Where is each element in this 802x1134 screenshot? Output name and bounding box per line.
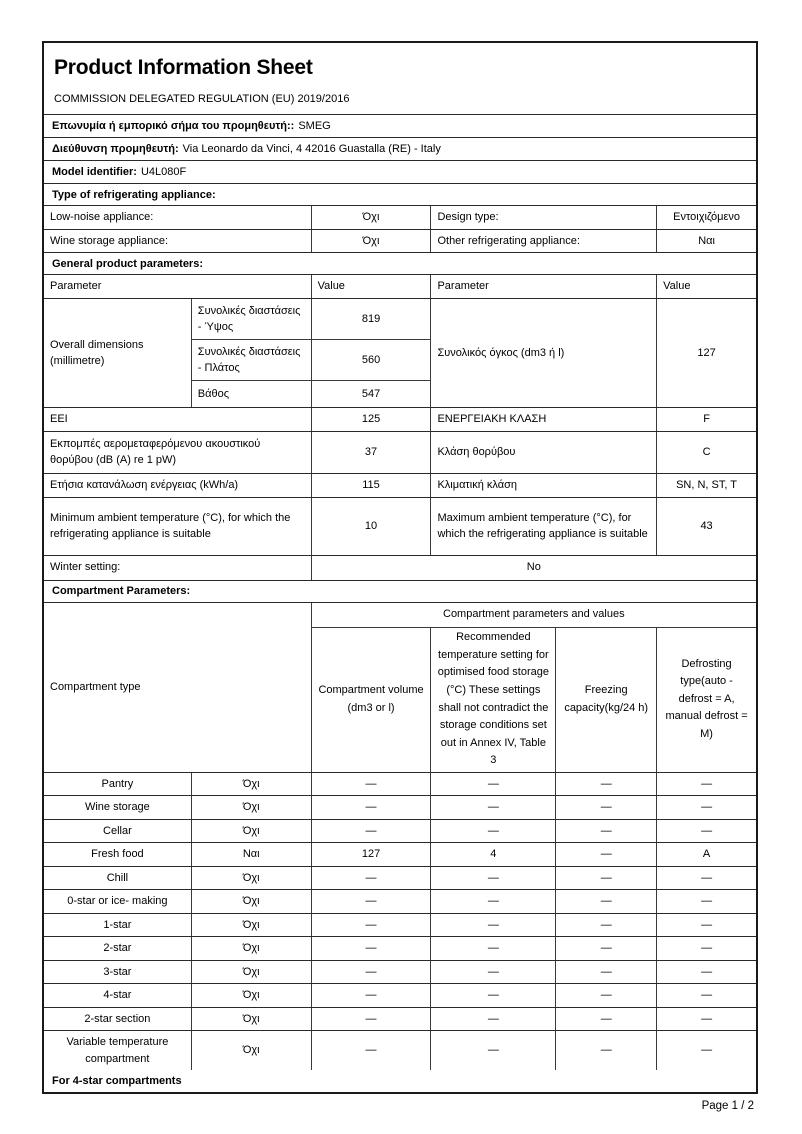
dimension-name: Βάθος (192, 381, 312, 407)
param-label: Κλιματική κλάση (431, 474, 657, 497)
model-identifier-row (44, 161, 756, 184)
compartment-value-cell: — (701, 871, 713, 884)
dimensions-block (44, 299, 756, 408)
compartment-type-cell: Variable temperature compartment (44, 1031, 192, 1070)
param-value: Όχι (312, 230, 432, 253)
param-label: Low-noise appliance: (44, 206, 312, 229)
product-information-sheet (42, 41, 758, 1094)
compartment-value-cell: — (312, 890, 432, 913)
column-header: Parameter (431, 275, 657, 298)
title-block (44, 43, 756, 115)
table-row (44, 890, 756, 914)
compartment-type-cell: Fresh food (44, 843, 192, 866)
winter-setting-label: Winter setting: (44, 556, 312, 580)
compartment-value-cell: — (312, 1031, 432, 1070)
compartment-value-cell: — (312, 773, 432, 796)
param-value: 115 (312, 474, 432, 497)
compartment-value-cell: 4 (431, 843, 556, 866)
compartment-value-cell: — (312, 914, 432, 937)
compartment-value-cell: Όχι (192, 867, 312, 890)
supplier-name-row (44, 115, 756, 138)
compartment-value-cell: A (702, 848, 711, 860)
compartment-group-header: Compartment parameters and values (312, 603, 756, 628)
compartment-value-cell: — (431, 820, 556, 843)
column-header: Value (312, 275, 432, 298)
table-row (44, 230, 756, 254)
regulation-subtitle: COMMISSION DELEGATED REGULATION (EU) 2019/2016 (54, 93, 350, 105)
param-value: C (702, 445, 711, 458)
compartment-value-cell: — (431, 1008, 556, 1031)
param-label: Design type: (431, 206, 657, 229)
table-row (44, 432, 756, 474)
compartment-value-cell: — (431, 773, 556, 796)
compartment-type-cell: Pantry (44, 773, 192, 796)
compartment-value-cell: 127 (312, 843, 432, 866)
compartment-value-cell: — (701, 1044, 713, 1057)
compartment-value-cell: Όχι (192, 796, 312, 819)
compartment-value-cell: — (431, 890, 556, 913)
compartment-type-cell: 2-star section (44, 1008, 192, 1031)
compartment-value-cell: Όχι (192, 820, 312, 843)
table-row (44, 937, 756, 961)
compartment-value-cell: — (312, 1008, 432, 1031)
table-row (44, 1008, 756, 1032)
param-label: Other refrigerating appliance: (431, 230, 657, 253)
compartment-value-cell: Όχι (192, 1031, 312, 1070)
column-header-volume: Compartment volume (dm3 or l) (312, 628, 432, 772)
winter-setting-value: No (526, 561, 541, 574)
model-identifier-label: Model identifier: (52, 166, 137, 178)
param-value: 125 (312, 408, 432, 431)
compartment-value-cell: — (701, 1012, 713, 1025)
compartment-value-cell: — (431, 1031, 556, 1070)
param-value: Εντοιχιζόμενο (673, 211, 741, 223)
compartment-value-cell: — (701, 895, 713, 907)
table-row (44, 867, 756, 891)
supplier-address-value: Via Leonardo da Vinci, 4 42016 Guastalla (RE) - Italy (182, 143, 441, 155)
compartment-value-cell: — (556, 984, 657, 1007)
compartment-type-cell: Wine storage (44, 796, 192, 819)
dimension-value: 560 (312, 340, 432, 381)
compartment-value-cell: — (556, 1008, 657, 1031)
compartment-value-cell: Όχι (192, 961, 312, 984)
section-heading-type: Type of refrigerating appliance: (44, 184, 756, 206)
compartment-value-cell: Όχι (192, 773, 312, 796)
compartment-value-cell: Όχι (192, 984, 312, 1007)
compartment-rows (44, 773, 756, 1071)
supplier-name-value: SMEG (298, 120, 331, 132)
section-heading-general: General product parameters: (44, 253, 756, 275)
param-label: Εκπομπές αερομεταφερόμενου ακουστικού θορύβου (dB (A) re 1 pW) (44, 432, 312, 473)
dimension-value: 819 (312, 299, 432, 340)
param-label: Maximum ambient temperature (°C), for which the refrigerating appliance is suitable (431, 498, 657, 555)
section-heading-compartments: Compartment Parameters: (44, 581, 756, 603)
column-header-freezing: Freezing capacity(kg/24 h) (556, 628, 657, 772)
model-identifier-value: U4L080F (140, 166, 187, 178)
compartment-type-cell: 3-star (44, 961, 192, 984)
compartment-type-cell: 4-star (44, 984, 192, 1007)
page-number: Page 1 / 2 (701, 1100, 754, 1112)
compartment-value-cell: — (556, 1031, 657, 1070)
param-label: Ετήσια κατανάλωση ενέργειας (kWh/a) (44, 474, 312, 497)
param-label: EEI (44, 408, 312, 431)
param-value: 10 (312, 498, 432, 555)
param-value: SN, N, ST, T (676, 478, 738, 491)
compartment-value-cell: — (431, 914, 556, 937)
param-label: Minimum ambient temperature (°C), for which the refrigerating appliance is suitable (44, 498, 312, 555)
compartment-type-cell: 0-star or ice- making (44, 890, 192, 913)
compartment-value-cell: — (701, 777, 713, 790)
table-row (44, 914, 756, 938)
compartment-value-cell: — (701, 824, 713, 837)
section-heading-4star: For 4-star compartments (52, 1075, 182, 1087)
compartment-value-cell: — (556, 773, 657, 796)
column-header: Parameter (44, 275, 312, 298)
dimension-name: Συνολικές διαστάσεις - Πλάτος (192, 340, 312, 381)
compartment-value-cell: — (312, 867, 432, 890)
param-value: Ναι (698, 234, 715, 247)
supplier-name-label: Επωνυμία ή εμπορικό σήμα του προμηθευτή:: (52, 120, 295, 132)
param-value: Όχι (312, 206, 432, 229)
compartment-header-block (44, 603, 756, 773)
compartment-value-cell: Όχι (192, 914, 312, 937)
table-row (44, 773, 756, 797)
compartment-value-cell: — (556, 961, 657, 984)
compartment-value-cell: — (431, 961, 556, 984)
total-volume-value: 127 (697, 346, 716, 359)
compartment-value-cell: — (701, 965, 713, 978)
supplier-address-row (44, 138, 756, 161)
compartment-type-cell: 2-star (44, 937, 192, 960)
compartment-value-cell: — (431, 984, 556, 1007)
compartment-value-cell: — (701, 942, 713, 954)
table-row (44, 961, 756, 985)
compartment-value-cell: Όχι (192, 890, 312, 913)
column-header: Value (663, 280, 691, 293)
compartment-value-cell: Όχι (192, 1008, 312, 1031)
compartment-value-cell: — (312, 937, 432, 960)
compartment-value-cell: — (556, 796, 657, 819)
total-volume-label: Συνολικός όγκος (dm3 ή l) (431, 299, 657, 407)
table-header-row (44, 275, 756, 299)
compartment-value-cell: — (556, 914, 657, 937)
winter-setting-row (44, 556, 756, 581)
param-value: 43 (700, 519, 713, 532)
compartment-value-cell: — (312, 984, 432, 1007)
compartment-value-cell: — (556, 843, 657, 866)
table-row (44, 820, 756, 844)
column-header-temperature: Recommended temperature setting for optimised food storage (°C) These settings shall not contradict the storage conditions set out in Annex IV, Table 3 (431, 628, 556, 772)
compartment-value-cell: — (312, 820, 432, 843)
table-row (44, 1031, 756, 1070)
dimensions-label: Overall dimensions (millimetre) (44, 299, 192, 407)
compartment-value-cell: Ναι (192, 843, 312, 866)
compartment-value-cell: — (431, 796, 556, 819)
compartment-value-cell: — (312, 961, 432, 984)
compartment-value-cell: — (701, 989, 713, 1001)
page-title: Product Information Sheet (54, 56, 313, 79)
compartment-value-cell: — (556, 937, 657, 960)
dimension-name: Συνολικές διαστάσεις - Ύψος (192, 299, 312, 340)
table-row (44, 206, 756, 230)
compartment-value-cell: — (701, 918, 713, 931)
table-row (44, 408, 756, 432)
param-label: Κλάση θορύβου (431, 432, 657, 473)
compartment-value-cell: Όχι (192, 937, 312, 960)
param-label: ΕΝΕΡΓΕΙΑΚΗ ΚΛΑΣΗ (431, 408, 657, 431)
compartment-value-cell: — (431, 867, 556, 890)
compartment-value-cell: — (701, 801, 713, 813)
param-value: F (703, 413, 710, 425)
table-row (44, 843, 756, 867)
table-row (44, 796, 756, 820)
compartment-type-cell: Chill (44, 867, 192, 890)
dimension-value: 547 (312, 381, 432, 407)
compartment-value-cell: — (556, 890, 657, 913)
table-row (44, 984, 756, 1008)
compartment-type-cell: Cellar (44, 820, 192, 843)
supplier-address-label: Διεύθυνση προμηθευτή: (52, 143, 179, 155)
column-header-defrosting: Defrosting type(auto - defrost = A, manual defrost = M) (665, 657, 748, 740)
compartment-value-cell: — (312, 796, 432, 819)
compartment-type-header: Compartment type (44, 603, 312, 772)
compartment-value-cell: — (556, 820, 657, 843)
compartment-value-cell: — (431, 937, 556, 960)
compartment-value-cell: — (556, 867, 657, 890)
param-label: Wine storage appliance: (44, 230, 312, 253)
table-row (44, 498, 756, 556)
param-value: 37 (312, 432, 432, 473)
table-row (44, 474, 756, 498)
compartment-type-cell: 1-star (44, 914, 192, 937)
